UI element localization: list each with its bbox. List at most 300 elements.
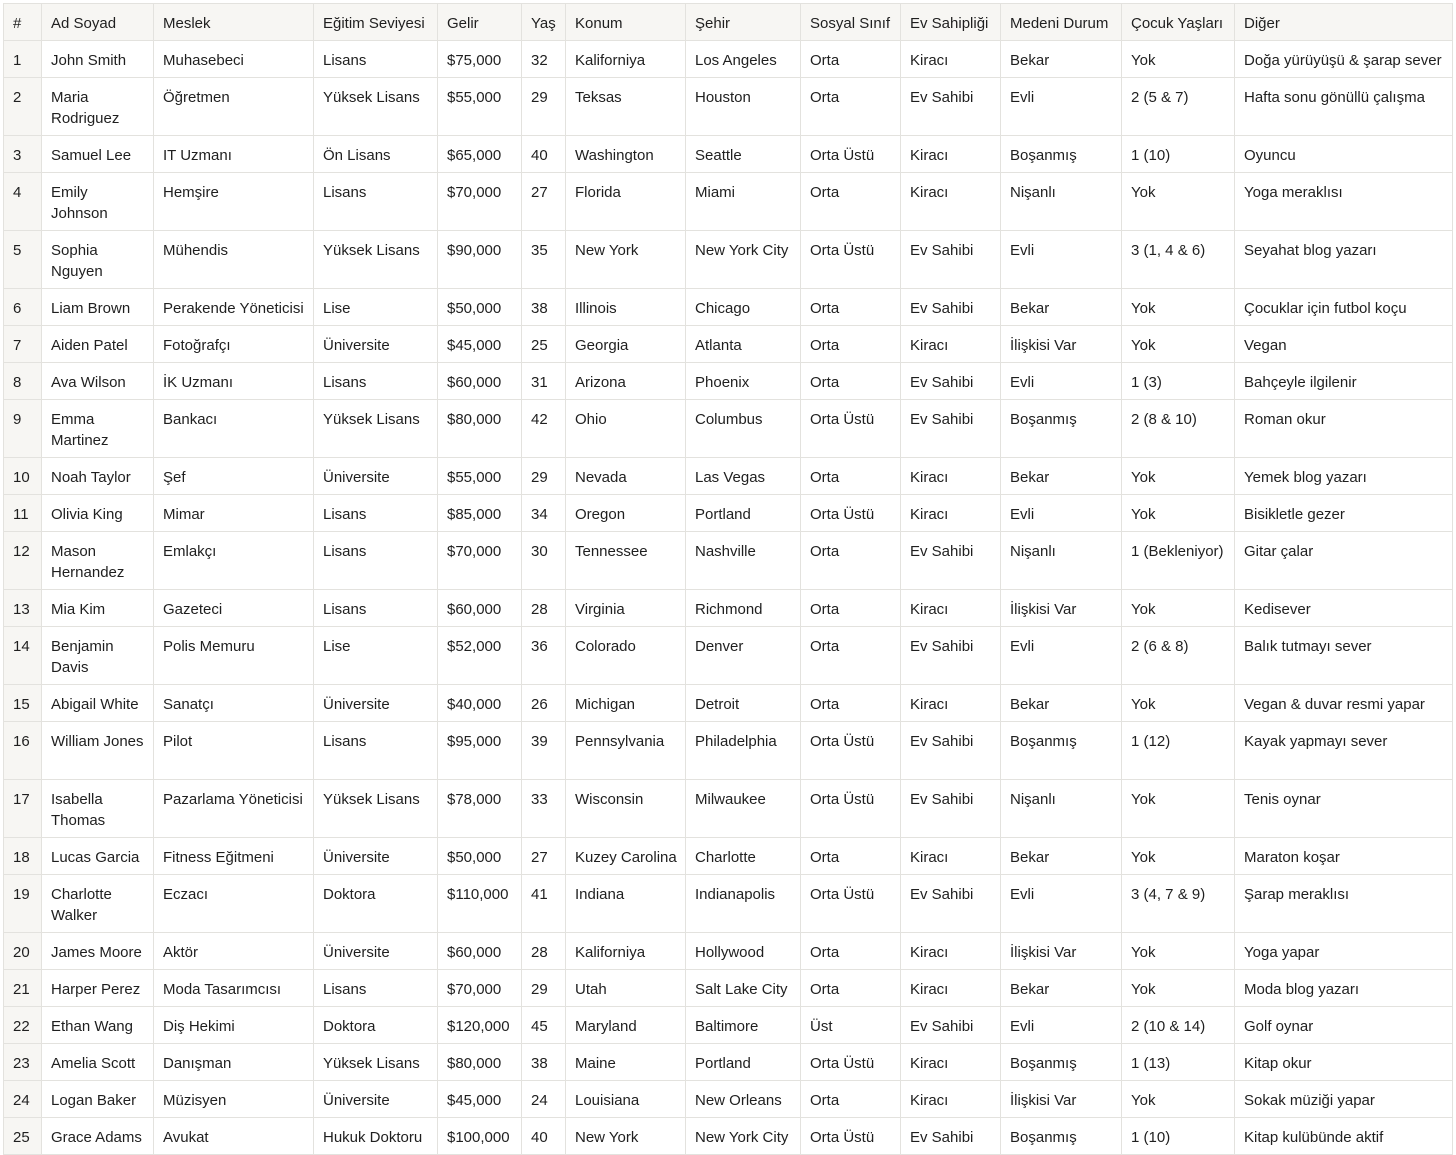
table-row bbox=[4, 933, 1453, 970]
cell-social-class: Orta bbox=[801, 78, 901, 136]
cell-city: New York City bbox=[686, 1118, 801, 1155]
cell-city: Portland bbox=[686, 495, 801, 532]
cell-full-name: Aiden Patel bbox=[42, 326, 154, 363]
cell-children-ages: 2 (10 & 14) bbox=[1122, 1007, 1235, 1044]
cell-home-ownership: Kiracı bbox=[901, 933, 1001, 970]
cell-city: Indianapolis bbox=[686, 875, 801, 933]
cell-row-number: 17 bbox=[4, 780, 42, 838]
cell-children-ages: 1 (3) bbox=[1122, 363, 1235, 400]
cell-occupation: Fitness Eğitmeni bbox=[154, 838, 314, 875]
cell-marital-status: Nişanlı bbox=[1001, 532, 1122, 590]
cell-income: $60,000 bbox=[438, 363, 522, 400]
cell-children-ages: Yok bbox=[1122, 289, 1235, 326]
cell-city: Salt Lake City bbox=[686, 970, 801, 1007]
cell-home-ownership: Kiracı bbox=[901, 173, 1001, 231]
cell-location: Virginia bbox=[566, 590, 686, 627]
column-header-location: Konum bbox=[566, 4, 686, 41]
cell-location: Kaliforniya bbox=[566, 41, 686, 78]
cell-marital-status: İlişkisi Var bbox=[1001, 590, 1122, 627]
cell-age: 29 bbox=[522, 78, 566, 136]
cell-city: Charlotte bbox=[686, 838, 801, 875]
cell-other: Yemek blog yazarı bbox=[1235, 458, 1453, 495]
cell-location: Georgia bbox=[566, 326, 686, 363]
cell-full-name: Mason Hernandez bbox=[42, 532, 154, 590]
cell-children-ages: Yok bbox=[1122, 838, 1235, 875]
cell-income: $55,000 bbox=[438, 78, 522, 136]
cell-income: $45,000 bbox=[438, 1081, 522, 1118]
cell-income: $60,000 bbox=[438, 590, 522, 627]
cell-row-number: 8 bbox=[4, 363, 42, 400]
cell-city: Baltimore bbox=[686, 1007, 801, 1044]
cell-social-class: Orta Üstü bbox=[801, 780, 901, 838]
cell-location: Wisconsin bbox=[566, 780, 686, 838]
cell-education-level: Yüksek Lisans bbox=[314, 78, 438, 136]
cell-full-name: Charlotte Walker bbox=[42, 875, 154, 933]
cell-row-number: 10 bbox=[4, 458, 42, 495]
cell-children-ages: Yok bbox=[1122, 590, 1235, 627]
cell-income: $95,000 bbox=[438, 722, 522, 780]
cell-full-name: Harper Perez bbox=[42, 970, 154, 1007]
cell-social-class: Orta Üstü bbox=[801, 722, 901, 780]
cell-home-ownership: Ev Sahibi bbox=[901, 363, 1001, 400]
cell-age: 27 bbox=[522, 838, 566, 875]
cell-full-name: John Smith bbox=[42, 41, 154, 78]
cell-education-level: Yüksek Lisans bbox=[314, 780, 438, 838]
cell-home-ownership: Kiracı bbox=[901, 970, 1001, 1007]
cell-location: Illinois bbox=[566, 289, 686, 326]
cell-education-level: Yüksek Lisans bbox=[314, 1044, 438, 1081]
cell-social-class: Orta bbox=[801, 933, 901, 970]
cell-other: Şarap meraklısı bbox=[1235, 875, 1453, 933]
cell-children-ages: 1 (Bekleniyor) bbox=[1122, 532, 1235, 590]
table-row bbox=[4, 78, 1453, 136]
cell-marital-status: Bekar bbox=[1001, 685, 1122, 722]
cell-city: Nashville bbox=[686, 532, 801, 590]
cell-city: Seattle bbox=[686, 136, 801, 173]
cell-city: New York City bbox=[686, 231, 801, 289]
cell-other: Kitap okur bbox=[1235, 1044, 1453, 1081]
cell-city: Los Angeles bbox=[686, 41, 801, 78]
table-row bbox=[4, 722, 1453, 780]
cell-occupation: Mimar bbox=[154, 495, 314, 532]
cell-occupation: İK Uzmanı bbox=[154, 363, 314, 400]
cell-age: 31 bbox=[522, 363, 566, 400]
cell-home-ownership: Kiracı bbox=[901, 1081, 1001, 1118]
cell-occupation: Diş Hekimi bbox=[154, 1007, 314, 1044]
table-row bbox=[4, 400, 1453, 458]
cell-children-ages: Yok bbox=[1122, 173, 1235, 231]
cell-children-ages: Yok bbox=[1122, 458, 1235, 495]
cell-home-ownership: Kiracı bbox=[901, 326, 1001, 363]
cell-income: $85,000 bbox=[438, 495, 522, 532]
cell-education-level: Lisans bbox=[314, 41, 438, 78]
cell-marital-status: Evli bbox=[1001, 363, 1122, 400]
cell-row-number: 14 bbox=[4, 627, 42, 685]
cell-social-class: Orta bbox=[801, 627, 901, 685]
persona-table bbox=[3, 3, 1453, 1155]
cell-location: Kuzey Carolina bbox=[566, 838, 686, 875]
cell-income: $100,000 bbox=[438, 1118, 522, 1155]
table-row bbox=[4, 875, 1453, 933]
cell-full-name: Liam Brown bbox=[42, 289, 154, 326]
persona-table-container bbox=[3, 3, 1452, 1155]
cell-income: $40,000 bbox=[438, 685, 522, 722]
cell-full-name: Sophia Nguyen bbox=[42, 231, 154, 289]
cell-occupation: Muhasebeci bbox=[154, 41, 314, 78]
cell-other: Golf oynar bbox=[1235, 1007, 1453, 1044]
cell-full-name: Emma Martinez bbox=[42, 400, 154, 458]
cell-location: Utah bbox=[566, 970, 686, 1007]
cell-occupation: Sanatçı bbox=[154, 685, 314, 722]
cell-education-level: Doktora bbox=[314, 1007, 438, 1044]
cell-marital-status: Nişanlı bbox=[1001, 173, 1122, 231]
cell-occupation: Pazarlama Yöneticisi bbox=[154, 780, 314, 838]
cell-social-class: Orta bbox=[801, 838, 901, 875]
cell-location: Colorado bbox=[566, 627, 686, 685]
cell-other: Bisikletle gezer bbox=[1235, 495, 1453, 532]
table-row bbox=[4, 136, 1453, 173]
cell-other: Kayak yapmayı sever bbox=[1235, 722, 1453, 780]
cell-other: Bahçeyle ilgilenir bbox=[1235, 363, 1453, 400]
cell-social-class: Orta bbox=[801, 41, 901, 78]
cell-education-level: Lisans bbox=[314, 722, 438, 780]
cell-full-name: James Moore bbox=[42, 933, 154, 970]
cell-home-ownership: Kiracı bbox=[901, 41, 1001, 78]
cell-full-name: Samuel Lee bbox=[42, 136, 154, 173]
cell-education-level: Lisans bbox=[314, 532, 438, 590]
cell-city: Las Vegas bbox=[686, 458, 801, 495]
cell-other: Hafta sonu gönüllü çalışma bbox=[1235, 78, 1453, 136]
cell-age: 40 bbox=[522, 136, 566, 173]
cell-city: Chicago bbox=[686, 289, 801, 326]
cell-city: Hollywood bbox=[686, 933, 801, 970]
cell-children-ages: Yok bbox=[1122, 970, 1235, 1007]
cell-social-class: Orta Üstü bbox=[801, 1044, 901, 1081]
cell-full-name: Isabella Thomas bbox=[42, 780, 154, 838]
cell-row-number: 23 bbox=[4, 1044, 42, 1081]
cell-full-name: Ethan Wang bbox=[42, 1007, 154, 1044]
cell-children-ages: 1 (12) bbox=[1122, 722, 1235, 780]
cell-location: Maine bbox=[566, 1044, 686, 1081]
column-header-social-class: Sosyal Sınıf bbox=[801, 4, 901, 41]
cell-social-class: Orta bbox=[801, 1081, 901, 1118]
cell-age: 34 bbox=[522, 495, 566, 532]
cell-row-number: 11 bbox=[4, 495, 42, 532]
cell-full-name: Noah Taylor bbox=[42, 458, 154, 495]
cell-row-number: 20 bbox=[4, 933, 42, 970]
column-header-marital-status: Medeni Durum bbox=[1001, 4, 1122, 41]
cell-education-level: Lise bbox=[314, 627, 438, 685]
cell-other: Doğa yürüyüşü & şarap sever bbox=[1235, 41, 1453, 78]
cell-marital-status: Evli bbox=[1001, 627, 1122, 685]
cell-age: 36 bbox=[522, 627, 566, 685]
cell-income: $78,000 bbox=[438, 780, 522, 838]
cell-city: Atlanta bbox=[686, 326, 801, 363]
cell-children-ages: 2 (8 & 10) bbox=[1122, 400, 1235, 458]
cell-row-number: 4 bbox=[4, 173, 42, 231]
cell-marital-status: Bekar bbox=[1001, 838, 1122, 875]
cell-home-ownership: Kiracı bbox=[901, 136, 1001, 173]
cell-education-level: Yüksek Lisans bbox=[314, 231, 438, 289]
cell-children-ages: 1 (13) bbox=[1122, 1044, 1235, 1081]
cell-marital-status: İlişkisi Var bbox=[1001, 933, 1122, 970]
cell-education-level: Üniversite bbox=[314, 1081, 438, 1118]
cell-marital-status: Bekar bbox=[1001, 289, 1122, 326]
table-row bbox=[4, 495, 1453, 532]
cell-age: 30 bbox=[522, 532, 566, 590]
table-row bbox=[4, 1118, 1453, 1155]
cell-age: 29 bbox=[522, 970, 566, 1007]
cell-occupation: Müzisyen bbox=[154, 1081, 314, 1118]
cell-income: $65,000 bbox=[438, 136, 522, 173]
cell-marital-status: Boşanmış bbox=[1001, 1044, 1122, 1081]
table-row bbox=[4, 1007, 1453, 1044]
cell-income: $50,000 bbox=[438, 838, 522, 875]
cell-income: $90,000 bbox=[438, 231, 522, 289]
cell-children-ages: Yok bbox=[1122, 41, 1235, 78]
cell-occupation: Eczacı bbox=[154, 875, 314, 933]
cell-income: $45,000 bbox=[438, 326, 522, 363]
table-row bbox=[4, 1044, 1453, 1081]
cell-other: Maraton koşar bbox=[1235, 838, 1453, 875]
cell-occupation: Perakende Yöneticisi bbox=[154, 289, 314, 326]
cell-other: Oyuncu bbox=[1235, 136, 1453, 173]
cell-age: 42 bbox=[522, 400, 566, 458]
cell-education-level: Üniversite bbox=[314, 458, 438, 495]
cell-education-level: Doktora bbox=[314, 875, 438, 933]
cell-location: Kaliforniya bbox=[566, 933, 686, 970]
cell-row-number: 5 bbox=[4, 231, 42, 289]
cell-city: Milwaukee bbox=[686, 780, 801, 838]
cell-income: $120,000 bbox=[438, 1007, 522, 1044]
table-row bbox=[4, 590, 1453, 627]
column-header-other: Diğer bbox=[1235, 4, 1453, 41]
cell-row-number: 13 bbox=[4, 590, 42, 627]
cell-city: Portland bbox=[686, 1044, 801, 1081]
column-header-row-number: # bbox=[4, 4, 42, 41]
cell-social-class: Orta bbox=[801, 685, 901, 722]
cell-social-class: Orta Üstü bbox=[801, 1118, 901, 1155]
cell-social-class: Orta Üstü bbox=[801, 231, 901, 289]
cell-row-number: 7 bbox=[4, 326, 42, 363]
cell-full-name: Benjamin Davis bbox=[42, 627, 154, 685]
cell-row-number: 18 bbox=[4, 838, 42, 875]
cell-location: New York bbox=[566, 1118, 686, 1155]
cell-education-level: Ön Lisans bbox=[314, 136, 438, 173]
cell-social-class: Orta Üstü bbox=[801, 136, 901, 173]
cell-occupation: IT Uzmanı bbox=[154, 136, 314, 173]
cell-other: Tenis oynar bbox=[1235, 780, 1453, 838]
cell-children-ages: Yok bbox=[1122, 495, 1235, 532]
table-row bbox=[4, 326, 1453, 363]
cell-city: Columbus bbox=[686, 400, 801, 458]
cell-occupation: Mühendis bbox=[154, 231, 314, 289]
cell-social-class: Orta Üstü bbox=[801, 875, 901, 933]
cell-full-name: Lucas Garcia bbox=[42, 838, 154, 875]
cell-income: $50,000 bbox=[438, 289, 522, 326]
cell-row-number: 25 bbox=[4, 1118, 42, 1155]
cell-row-number: 9 bbox=[4, 400, 42, 458]
cell-home-ownership: Ev Sahibi bbox=[901, 78, 1001, 136]
cell-marital-status: Boşanmış bbox=[1001, 136, 1122, 173]
table-row bbox=[4, 173, 1453, 231]
table-body bbox=[4, 41, 1453, 1155]
cell-age: 28 bbox=[522, 590, 566, 627]
cell-location: Ohio bbox=[566, 400, 686, 458]
cell-age: 35 bbox=[522, 231, 566, 289]
cell-full-name: Mia Kim bbox=[42, 590, 154, 627]
cell-age: 38 bbox=[522, 289, 566, 326]
cell-row-number: 2 bbox=[4, 78, 42, 136]
cell-social-class: Orta Üstü bbox=[801, 495, 901, 532]
cell-city: Philadelphia bbox=[686, 722, 801, 780]
cell-income: $60,000 bbox=[438, 933, 522, 970]
cell-marital-status: Bekar bbox=[1001, 41, 1122, 78]
cell-marital-status: Boşanmış bbox=[1001, 722, 1122, 780]
cell-marital-status: Nişanlı bbox=[1001, 780, 1122, 838]
cell-income: $80,000 bbox=[438, 1044, 522, 1081]
cell-row-number: 21 bbox=[4, 970, 42, 1007]
cell-occupation: Moda Tasarımcısı bbox=[154, 970, 314, 1007]
cell-row-number: 12 bbox=[4, 532, 42, 590]
cell-education-level: Hukuk Doktoru bbox=[314, 1118, 438, 1155]
cell-education-level: Yüksek Lisans bbox=[314, 400, 438, 458]
cell-age: 45 bbox=[522, 1007, 566, 1044]
cell-city: Denver bbox=[686, 627, 801, 685]
table-header-row bbox=[4, 4, 1453, 41]
cell-location: Florida bbox=[566, 173, 686, 231]
column-header-age: Yaş bbox=[522, 4, 566, 41]
cell-occupation: Avukat bbox=[154, 1118, 314, 1155]
cell-social-class: Orta bbox=[801, 590, 901, 627]
cell-full-name: William Jones bbox=[42, 722, 154, 780]
cell-home-ownership: Kiracı bbox=[901, 1044, 1001, 1081]
cell-social-class: Orta bbox=[801, 458, 901, 495]
cell-occupation: Danışman bbox=[154, 1044, 314, 1081]
cell-home-ownership: Kiracı bbox=[901, 590, 1001, 627]
cell-age: 32 bbox=[522, 41, 566, 78]
cell-children-ages: 1 (10) bbox=[1122, 136, 1235, 173]
cell-children-ages: Yok bbox=[1122, 780, 1235, 838]
cell-other: Gitar çalar bbox=[1235, 532, 1453, 590]
cell-occupation: Hemşire bbox=[154, 173, 314, 231]
cell-other: Çocuklar için futbol koçu bbox=[1235, 289, 1453, 326]
cell-income: $52,000 bbox=[438, 627, 522, 685]
cell-social-class: Orta bbox=[801, 970, 901, 1007]
cell-other: Moda blog yazarı bbox=[1235, 970, 1453, 1007]
cell-age: 38 bbox=[522, 1044, 566, 1081]
cell-age: 41 bbox=[522, 875, 566, 933]
cell-income: $70,000 bbox=[438, 532, 522, 590]
cell-income: $110,000 bbox=[438, 875, 522, 933]
cell-city: Houston bbox=[686, 78, 801, 136]
cell-full-name: Maria Rodriguez bbox=[42, 78, 154, 136]
cell-full-name: Emily Johnson bbox=[42, 173, 154, 231]
cell-marital-status: İlişkisi Var bbox=[1001, 1081, 1122, 1118]
cell-home-ownership: Ev Sahibi bbox=[901, 627, 1001, 685]
cell-education-level: Lisans bbox=[314, 495, 438, 532]
table-row bbox=[4, 970, 1453, 1007]
cell-occupation: Pilot bbox=[154, 722, 314, 780]
cell-occupation: Şef bbox=[154, 458, 314, 495]
table-row bbox=[4, 685, 1453, 722]
cell-marital-status: İlişkisi Var bbox=[1001, 326, 1122, 363]
cell-income: $70,000 bbox=[438, 173, 522, 231]
cell-city: Phoenix bbox=[686, 363, 801, 400]
cell-age: 33 bbox=[522, 780, 566, 838]
cell-education-level: Lise bbox=[314, 289, 438, 326]
cell-marital-status: Bekar bbox=[1001, 458, 1122, 495]
cell-children-ages: 1 (10) bbox=[1122, 1118, 1235, 1155]
cell-location: Pennsylvania bbox=[566, 722, 686, 780]
cell-location: Maryland bbox=[566, 1007, 686, 1044]
cell-education-level: Üniversite bbox=[314, 838, 438, 875]
table-row bbox=[4, 231, 1453, 289]
cell-income: $55,000 bbox=[438, 458, 522, 495]
cell-home-ownership: Kiracı bbox=[901, 838, 1001, 875]
cell-education-level: Lisans bbox=[314, 590, 438, 627]
cell-full-name: Olivia King bbox=[42, 495, 154, 532]
cell-social-class: Orta bbox=[801, 326, 901, 363]
cell-location: Teksas bbox=[566, 78, 686, 136]
cell-full-name: Ava Wilson bbox=[42, 363, 154, 400]
cell-other: Balık tutmayı sever bbox=[1235, 627, 1453, 685]
column-header-city: Şehir bbox=[686, 4, 801, 41]
cell-age: 40 bbox=[522, 1118, 566, 1155]
cell-children-ages: Yok bbox=[1122, 326, 1235, 363]
table-row bbox=[4, 363, 1453, 400]
cell-occupation: Bankacı bbox=[154, 400, 314, 458]
cell-other: Vegan & duvar resmi yapar bbox=[1235, 685, 1453, 722]
column-header-children-ages: Çocuk Yaşları bbox=[1122, 4, 1235, 41]
cell-other: Kitap kulübünde aktif bbox=[1235, 1118, 1453, 1155]
cell-social-class: Orta Üstü bbox=[801, 400, 901, 458]
cell-education-level: Üniversite bbox=[314, 326, 438, 363]
cell-other: Seyahat blog yazarı bbox=[1235, 231, 1453, 289]
cell-education-level: Lisans bbox=[314, 173, 438, 231]
cell-age: 24 bbox=[522, 1081, 566, 1118]
cell-social-class: Üst bbox=[801, 1007, 901, 1044]
cell-children-ages: Yok bbox=[1122, 1081, 1235, 1118]
cell-location: Nevada bbox=[566, 458, 686, 495]
cell-row-number: 6 bbox=[4, 289, 42, 326]
cell-marital-status: Bekar bbox=[1001, 970, 1122, 1007]
cell-row-number: 19 bbox=[4, 875, 42, 933]
cell-other: Roman okur bbox=[1235, 400, 1453, 458]
cell-occupation: Polis Memuru bbox=[154, 627, 314, 685]
cell-marital-status: Evli bbox=[1001, 231, 1122, 289]
cell-home-ownership: Ev Sahibi bbox=[901, 289, 1001, 326]
cell-social-class: Orta bbox=[801, 532, 901, 590]
cell-location: Indiana bbox=[566, 875, 686, 933]
cell-children-ages: 3 (4, 7 & 9) bbox=[1122, 875, 1235, 933]
cell-city: New Orleans bbox=[686, 1081, 801, 1118]
table-row bbox=[4, 458, 1453, 495]
cell-home-ownership: Kiracı bbox=[901, 685, 1001, 722]
table-row bbox=[4, 1081, 1453, 1118]
cell-income: $80,000 bbox=[438, 400, 522, 458]
cell-occupation: Öğretmen bbox=[154, 78, 314, 136]
cell-age: 25 bbox=[522, 326, 566, 363]
cell-other: Yoga meraklısı bbox=[1235, 173, 1453, 231]
cell-education-level: Lisans bbox=[314, 363, 438, 400]
cell-home-ownership: Ev Sahibi bbox=[901, 1118, 1001, 1155]
cell-home-ownership: Ev Sahibi bbox=[901, 532, 1001, 590]
cell-occupation: Gazeteci bbox=[154, 590, 314, 627]
cell-occupation: Aktör bbox=[154, 933, 314, 970]
cell-home-ownership: Kiracı bbox=[901, 458, 1001, 495]
cell-full-name: Abigail White bbox=[42, 685, 154, 722]
